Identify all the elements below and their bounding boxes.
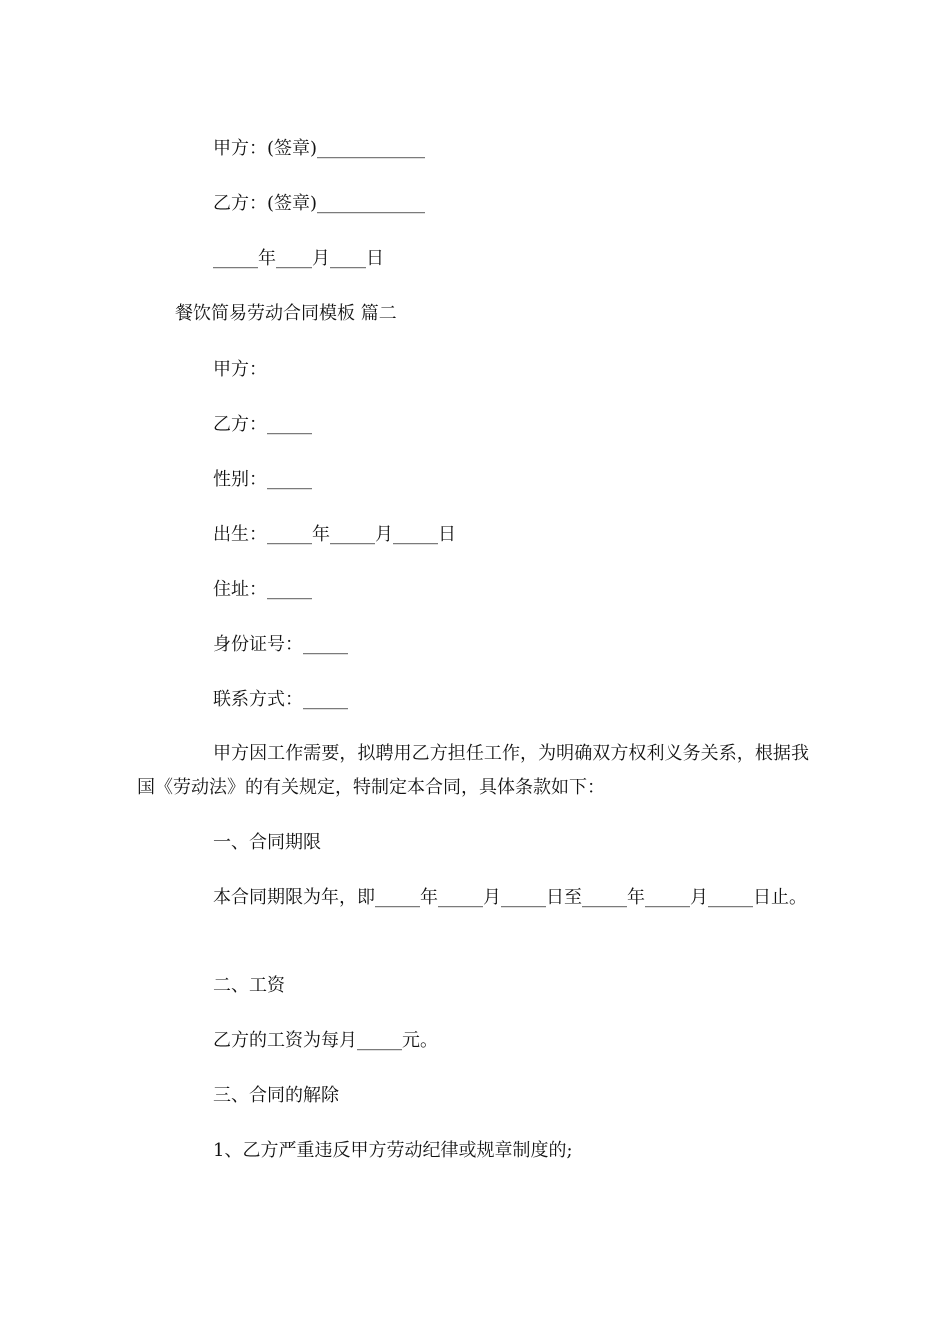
birth-date-field: 出生：_____年_____月_____日 <box>213 524 456 545</box>
clause-2-heading: 二、工资 <box>213 975 285 996</box>
preamble-paragraph: 甲方因工作需要，拟聘用乙方担任工作，为明确双方权利义务关系，根据我国《劳动法》的有关规定，特制定本合同，具体条款如下： <box>137 743 809 798</box>
section-title: 餐饮简易劳动合同模板 篇二 <box>175 303 397 324</box>
clause-3-item-1: 1、乙方严重违反甲方劳动纪律或规章制度的; <box>213 1140 573 1161</box>
party-a-field: 甲方： <box>213 359 267 380</box>
address-field: 住址：_____ <box>213 579 312 600</box>
gender-field: 性别：_____ <box>213 469 312 490</box>
clause-1-text: 本合同期限为年，即_____年_____月_____日至_____年_____月_____日止。 <box>213 887 807 908</box>
clause-3-heading: 三、合同的解除 <box>213 1085 339 1106</box>
contact-field: 联系方式：_____ <box>213 689 348 710</box>
signature-party-a: 甲方：(签章)____________ <box>213 138 426 159</box>
signature-date: _____年____月____日 <box>213 248 384 269</box>
clause-1-heading: 一、合同期限 <box>213 832 321 853</box>
signature-party-b: 乙方：(签章)____________ <box>213 193 426 214</box>
clause-2-text: 乙方的工资为每月_____元。 <box>213 1030 438 1051</box>
party-b-field: 乙方：_____ <box>213 414 312 435</box>
id-number-field: 身份证号：_____ <box>213 634 348 655</box>
